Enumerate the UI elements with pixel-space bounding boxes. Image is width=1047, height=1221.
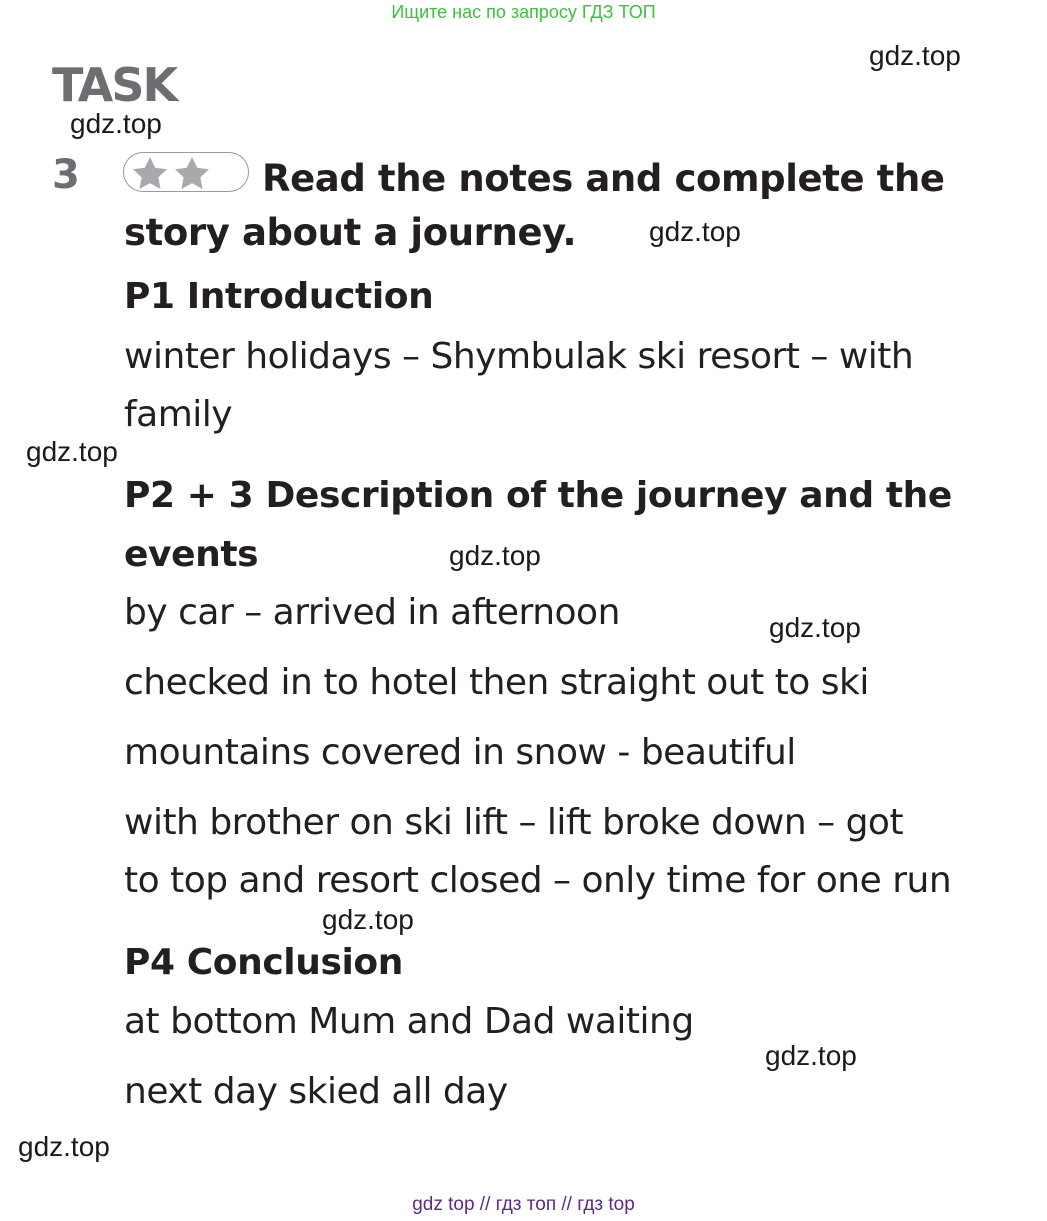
note-line: family bbox=[124, 394, 233, 435]
note-line: next day skied all day bbox=[124, 1071, 508, 1112]
top-banner: Ищите нас по запросу ГДЗ ТОП bbox=[391, 2, 656, 22]
note-line: winter holidays – Shymbulak ski resort – with bbox=[124, 336, 914, 377]
section-title-p2-3-cont: events bbox=[124, 534, 259, 575]
watermark: gdz.top bbox=[869, 40, 961, 71]
note-line: at bottom Mum and Dad waiting bbox=[124, 1001, 694, 1042]
section-title-p4: P4 Conclusion bbox=[124, 942, 403, 983]
watermark: gdz.top bbox=[322, 904, 414, 935]
note-line: with brother on ski lift – lift broke down – got bbox=[124, 802, 904, 843]
watermark: gdz.top bbox=[769, 612, 861, 643]
watermark: gdz.top bbox=[649, 216, 741, 247]
watermark: gdz.top bbox=[70, 108, 162, 139]
watermark: gdz.top bbox=[765, 1040, 857, 1071]
note-line: by car – arrived in afternoon bbox=[124, 592, 620, 633]
note-line: checked in to hotel then straight out to ski bbox=[124, 662, 869, 703]
note-line: mountains covered in snow - beautiful bbox=[124, 732, 796, 773]
exercise-instruction: Read the notes and complete the story about a journey. bbox=[124, 157, 945, 254]
exercise-number: 3 bbox=[52, 152, 80, 198]
task-heading: TASK bbox=[52, 58, 177, 112]
section-title-p2-3: P2 + 3 Description of the journey and the bbox=[124, 475, 952, 516]
watermark: gdz.top bbox=[26, 436, 118, 467]
watermark: gdz.top bbox=[18, 1131, 110, 1162]
footer-links: gdz top // гдз топ // гдз top bbox=[412, 1194, 635, 1215]
section-title-p1: P1 Introduction bbox=[124, 276, 434, 317]
watermark: gdz.top bbox=[449, 540, 541, 571]
note-line: to top and resort closed – only time for one run bbox=[124, 860, 952, 901]
